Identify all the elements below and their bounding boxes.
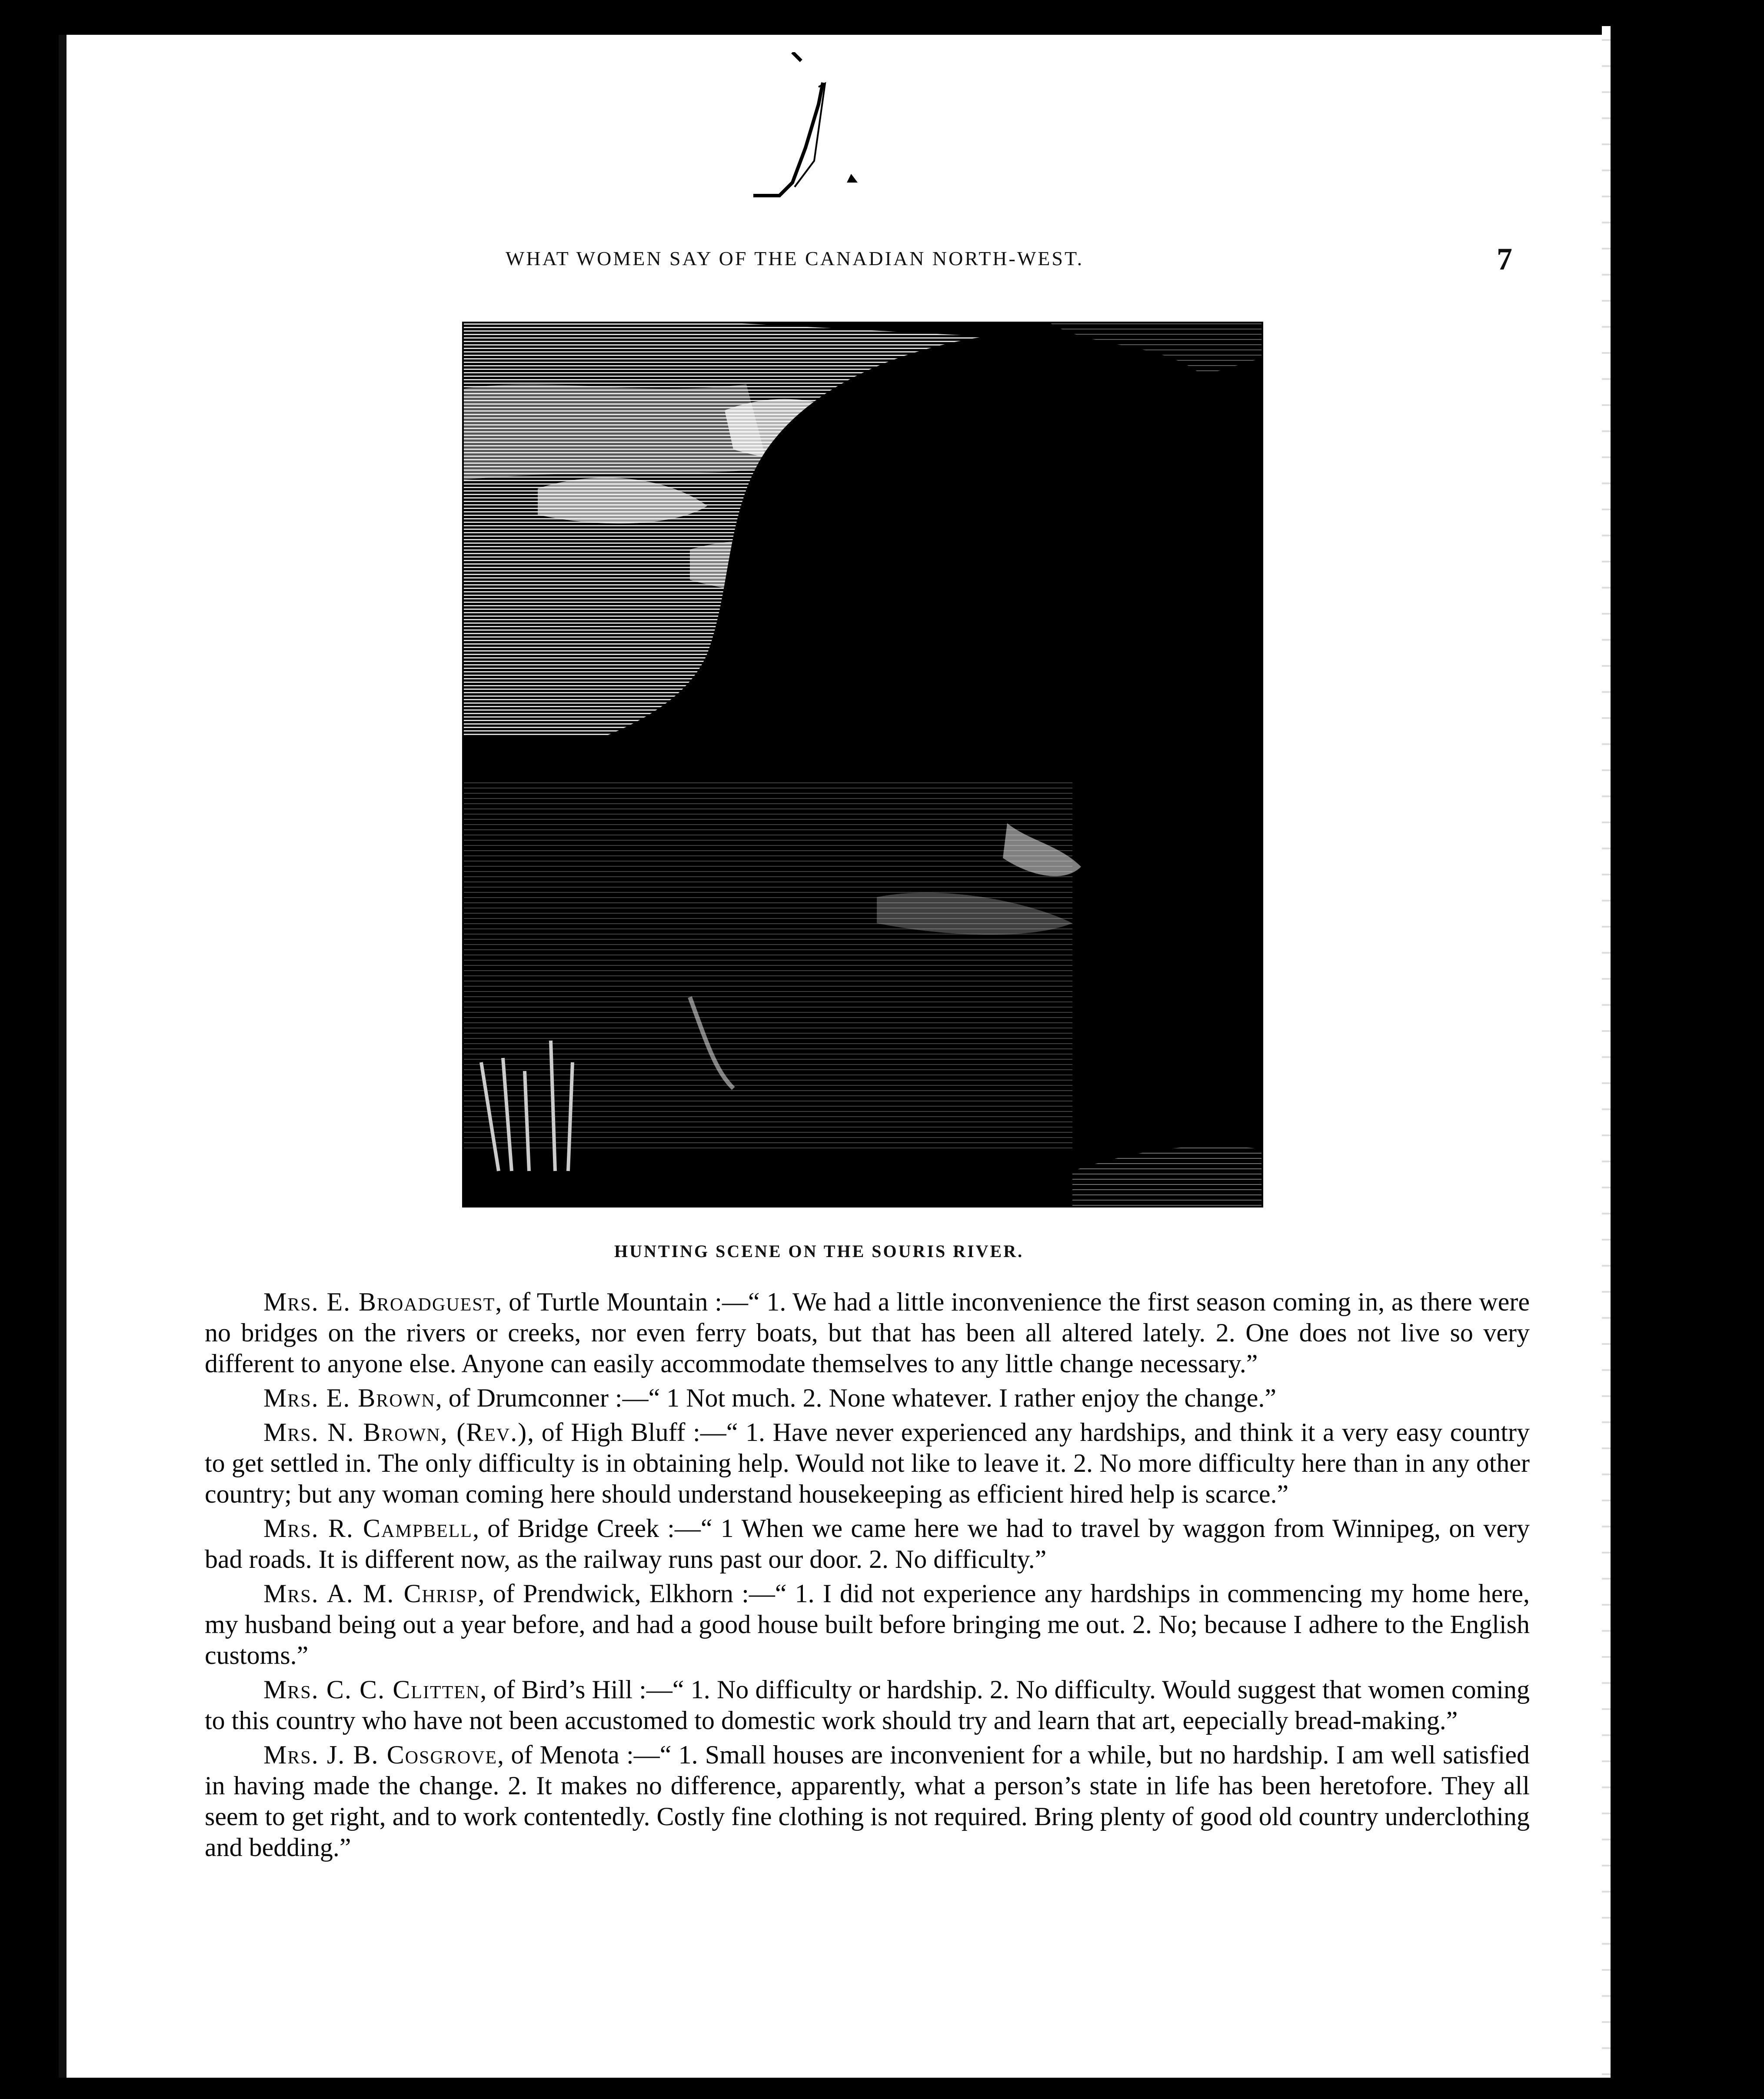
speaker-location: , of High Bluff :—	[527, 1418, 726, 1447]
speaker-location: , of Prendwick, Elkhorn :—	[478, 1579, 775, 1608]
testimonial-quote: “ 1. We had a little inconvenience the first season coming in, as there were no bridges on the rivers or creeks, nor even ferry boats, but that has been all altered lately. 2. One does not live so very different to anyone else. Anyone can easily accommodate themselves to any little change necessary.”	[205, 1287, 1530, 1378]
page-number: 7	[1497, 242, 1512, 276]
testimonial-quote: “ 1. Small houses are inconvenient for a while, but no hardship. I am well satisfied in having made the change. 2. It makes no difference, apparently, what a person’s state in life has been heretofore. They all seem to get right, and to work contentedly. Costly fine clothing is not required. Bring plenty of good old country underclothing and bedding.”	[205, 1740, 1530, 1862]
testimonial-paragraph	[205, 1578, 1530, 1671]
testimonial-quote: “ 1. I did not experience any hardships in commencing my home here, my husband being out a year before, and had a good house built before bringing me out. 2. No; because I adhere to the English customs.”	[205, 1579, 1530, 1670]
speaker-name: Mrs. E. Brown	[263, 1384, 436, 1412]
speaker-location: , of Bird’s Hill :—	[480, 1675, 672, 1704]
speaker-location: , of Menota :—	[497, 1740, 660, 1769]
speaker-name: Mrs. J. B. Cosgrove	[263, 1740, 498, 1769]
speaker-name: Mrs. E. Broadguest	[263, 1287, 496, 1316]
book-page	[59, 35, 1610, 2078]
page-edge	[1602, 26, 1611, 2078]
speaker-name: Mrs. C. C. Clitten	[263, 1675, 480, 1704]
testimonial-paragraph	[205, 1383, 1530, 1414]
engraving-illustration	[462, 322, 1263, 1208]
testimonial-quote: “ 1 Not much. 2. None whatever. I rather enjoy the change.”	[648, 1384, 1277, 1412]
speaker-name: Mrs. R. Campbell	[263, 1514, 473, 1543]
testimonial-text	[205, 1287, 1530, 1866]
testimonial-paragraph	[205, 1417, 1530, 1510]
testimonial-quote: “ 1. Have never experienced any hardships, and think it a very easy country to get settled in. The only difficulty is in obtaining help. Would not like to leave it. 2. No more difficulty here than in any other country; but any woman coming here should understand housekeeping as efficient hired help is scarce.”	[205, 1418, 1530, 1508]
handwritten-mark	[753, 52, 875, 209]
testimonial-paragraph	[205, 1674, 1530, 1736]
testimonial-paragraph	[205, 1513, 1530, 1575]
running-head: WHAT WOMEN SAY OF THE CANADIAN NORTH-WEST.	[506, 247, 1084, 269]
speaker-location: , of Drumconner :—	[435, 1384, 649, 1412]
speaker-location: , of Bridge Creek :—	[473, 1514, 701, 1543]
speaker-name: Mrs. A. M. Chrisp	[263, 1579, 478, 1608]
speaker-name: Mrs. N. Brown, (Rev.)	[263, 1418, 528, 1447]
river-scene-engraving	[464, 323, 1261, 1206]
illustration-caption: HUNTING SCENE ON THE SOURIS RIVER.	[614, 1241, 1024, 1261]
testimonial-paragraph	[205, 1287, 1530, 1379]
testimonial-quote: “ 1. No difficulty or hardship. 2. No difficulty. Would suggest that women coming to this country who have not been accustomed to domestic work should try and learn that art, eepecially bread-making.”	[205, 1675, 1530, 1735]
testimonial-quote: “ 1 When we came here we had to travel by waggon from Winnipeg, on very bad roads. It is different now, as the railway runs past our door. 2. No difficulty.”	[205, 1514, 1530, 1573]
testimonial-paragraph	[205, 1740, 1530, 1863]
speaker-location: , of Turtle Mountain :—	[495, 1287, 748, 1316]
